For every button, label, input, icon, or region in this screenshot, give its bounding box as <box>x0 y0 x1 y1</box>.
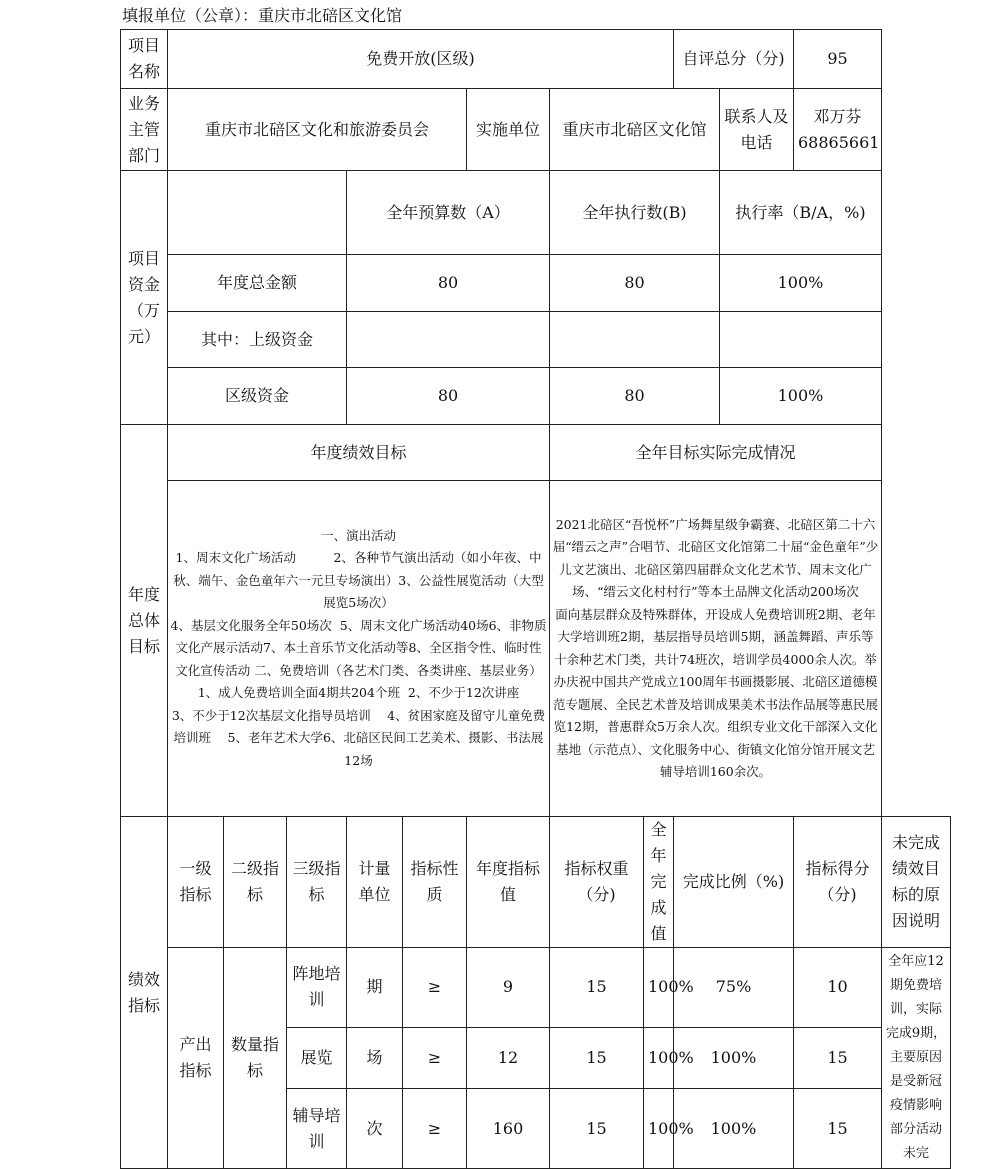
implementing-unit-value: 重庆市北碚区文化馆 <box>550 89 720 171</box>
perf-weight: 15 <box>550 1027 644 1088</box>
perf-unit: 次 <box>347 1089 403 1169</box>
project-name-label: 项目名称 <box>121 30 168 89</box>
funds-row-district <box>121 368 951 425</box>
funds-executed-value <box>550 312 720 368</box>
funds-row-label: 年度总金额 <box>168 255 347 312</box>
performance-evaluation-form <box>120 29 952 1161</box>
funds-rate-value: 100% <box>720 255 882 312</box>
funds-header-row <box>121 171 951 255</box>
funds-header-rate: 执行率（B/A，%) <box>720 171 882 255</box>
perf-header-weight: 指标权重（分) <box>550 817 644 948</box>
funds-header-blank <box>168 171 347 255</box>
annual-goal-label: 年度总体目标 <box>121 425 168 817</box>
funds-row-label: 其中：上级资金 <box>168 312 347 368</box>
perf-nature: ≥ <box>403 948 467 1028</box>
perf-header-actual: 全年完成值 <box>644 817 674 948</box>
perf-level1: 产出指标 <box>168 948 224 1169</box>
perf-header-nature: 指标性质 <box>403 817 467 948</box>
contact-value: 邓万芬 68865661 <box>794 89 882 171</box>
annual-goal-text: 一、演出活动 1、周末文化广场活动 2、各种节气演出活动（如小年夜、中秋、端午、金色童年六一元旦专场演出）3、公益性展览活动（大型展览5场次） 4、基层文化服务全年50场次 5、周末文化广场活动40场6、非物质文化产展示活动7、本土音乐节文化活动等8、全区指令性、临时性文化宣传活动 二、免费培训（各艺术门类、各类讲座、基层业务）1、成人免费培训全面4期共204个班 2、不少于12次讲座 3、不少于12次基层文化指导员培训 4、贫困家庭及留守儿童免费培训班 5、老年艺术大学6、北碚区民间工艺美术、摄影、书法展12场 <box>168 481 550 817</box>
funds-row-total <box>121 255 951 312</box>
perf-score: 10 <box>794 948 882 1028</box>
annual-goal-header: 年度绩效目标 <box>168 425 550 481</box>
perf-header-reason: 未完成绩效目标的原因说明 <box>882 817 951 948</box>
perf-header-level1: 一级指标 <box>168 817 224 948</box>
perf-actual: 100% <box>644 1027 674 1088</box>
perf-target: 9 <box>467 948 550 1028</box>
perf-actual: 100% <box>644 1089 674 1169</box>
annual-goal-content-row <box>121 481 951 817</box>
project-name: 免费开放(区级) <box>168 30 674 89</box>
perf-ratio: 100% <box>674 1027 794 1088</box>
self-score-label: 自评总分（分) <box>674 30 794 89</box>
perf-ratio: 100% <box>674 1089 794 1169</box>
perf-header-score: 指标得分（分) <box>794 817 882 948</box>
perf-label: 绩效指标 <box>121 817 168 1169</box>
perf-target: 160 <box>467 1089 550 1169</box>
perf-row <box>121 948 951 1028</box>
perf-weight: 15 <box>550 1089 644 1169</box>
perf-reason: 全年应12期免费培训，实际完成9期，主要原因是受新冠疫情影响部分活动未完 <box>882 948 951 1169</box>
perf-score: 15 <box>794 1089 882 1169</box>
perf-header-unit: 计量单位 <box>347 817 403 948</box>
perf-actual: 100% <box>644 948 674 1028</box>
department-label: 业务主管部门 <box>121 89 168 171</box>
perf-score: 15 <box>794 1027 882 1088</box>
perf-level3: 展览 <box>287 1027 347 1088</box>
perf-header-ratio: 完成比例（%) <box>674 817 794 948</box>
funds-row-label: 区级资金 <box>168 368 347 425</box>
perf-level2: 数量指标 <box>224 948 287 1169</box>
annual-done-header: 全年目标实际完成情况 <box>550 425 882 481</box>
perf-header-level3: 三级指标 <box>287 817 347 948</box>
reporting-unit: 填报单位（公章）：重庆市北碚区文化馆 <box>122 6 403 25</box>
funds-label: 项目资金（万元） <box>121 171 168 425</box>
funds-budget-value: 80 <box>347 255 550 312</box>
funds-header-budget: 全年预算数（A） <box>347 171 550 255</box>
perf-target: 12 <box>467 1027 550 1088</box>
department-row <box>121 89 951 171</box>
funds-budget-value <box>347 312 550 368</box>
annual-done-text: 2021北碚区“吾悦杯”广场舞星级争霸赛、北碚区第二十六届“缙云之声”合唱节、北碚区文化馆第二十届“金色童年”少儿文艺演出、北碚区第四届群众文化艺术节、周末文化广场、“缙云文化村村行”等本土品牌文化活动200场次 面向基层群众及特殊群体，开设成人免费培训班2期、老年大学培训班2期，基层指导员培训5期，涵盖舞蹈、声乐等十余种艺术门类，共计74班次，培训学员4000余人次。举办庆祝中国共产党成立100周年书画摄影展、北碚区道德模范专题展、全民艺术普及培训成果美术书法作品展等惠民展览12期，普惠群众5万余人次。组织专业文化干部深入文化基地（示范点）、文化服务中心、街镇文化馆分馆开展文艺辅导培训160余次。 <box>550 481 882 817</box>
perf-unit: 场 <box>347 1027 403 1088</box>
perf-ratio: 75% <box>674 948 794 1028</box>
self-score-value: 95 <box>794 30 882 89</box>
funds-executed-value: 80 <box>550 255 720 312</box>
evaluation-table <box>120 29 951 1169</box>
funds-row-superior <box>121 312 951 368</box>
funds-budget-value: 80 <box>347 368 550 425</box>
contact-label: 联系人及电话 <box>720 89 794 171</box>
project-row <box>121 30 951 89</box>
perf-level3: 阵地培训 <box>287 948 347 1028</box>
perf-nature: ≥ <box>403 1089 467 1169</box>
perf-header-level2: 二级指标 <box>224 817 287 948</box>
funds-executed-value: 80 <box>550 368 720 425</box>
funds-rate-value: 100% <box>720 368 882 425</box>
perf-nature: ≥ <box>403 1027 467 1088</box>
implementing-unit-label: 实施单位 <box>467 89 550 171</box>
funds-header-executed: 全年执行数(B) <box>550 171 720 255</box>
perf-header-row <box>121 817 951 948</box>
perf-header-target: 年度指标值 <box>467 817 550 948</box>
funds-rate-value <box>720 312 882 368</box>
department-value: 重庆市北碚区文化和旅游委员会 <box>168 89 467 171</box>
perf-unit: 期 <box>347 948 403 1028</box>
perf-weight: 15 <box>550 948 644 1028</box>
annual-goal-header-row <box>121 425 951 481</box>
perf-level3: 辅导培训 <box>287 1089 347 1169</box>
